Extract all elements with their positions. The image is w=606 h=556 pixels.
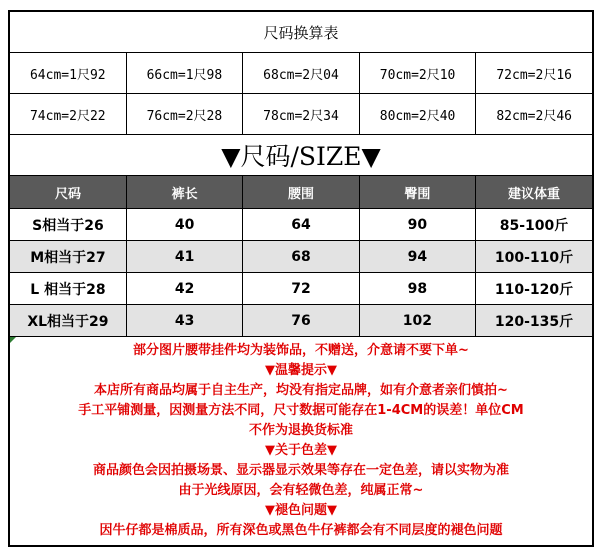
header-hip: 臀围: [359, 176, 475, 209]
table-cell: 64: [243, 209, 359, 241]
conversion-cell: 68cm=2尺04: [243, 53, 360, 93]
note-line: 因牛仔都是棉质品，所有深色或黑色牛仔裤都会有不同层度的褪色问题: [99, 523, 503, 538]
table-cell: 42: [126, 273, 242, 305]
table-cell: XL相当于29: [10, 305, 126, 337]
table-cell: 72: [243, 273, 359, 305]
conversion-row-1: [10, 53, 592, 94]
conversion-cell: 78cm=2尺34: [243, 94, 360, 134]
conversion-cell: 66cm=1尺98: [127, 53, 244, 93]
table-cell: 94: [359, 241, 475, 273]
note-line: 不作为退换货标准: [248, 423, 353, 438]
chart-title: 尺码换算表: [10, 12, 592, 53]
header-size: 尺码: [10, 176, 126, 209]
note-line: 部分图片腰带挂件均为装饰品，不赠送，介意请不要下单~: [133, 343, 469, 358]
conversion-cell: 72cm=2尺16: [496, 67, 572, 83]
header-length: 裤长: [126, 176, 242, 209]
table-cell: 40: [126, 209, 242, 241]
corner-marker-icon: [10, 337, 16, 343]
conversion-cell: 82cm=2尺46: [496, 108, 572, 124]
conversion-row-2: [10, 94, 592, 135]
note-line: 由于光线原因，会有轻微色差，纯属正常~: [178, 483, 424, 498]
conversion-cell: 76cm=2尺28: [127, 94, 244, 134]
table-cell: 100-110斤: [476, 241, 592, 273]
conversion-cell: 70cm=2尺10: [360, 53, 477, 93]
table-cell: M相当于27: [10, 241, 126, 273]
table-cell: 76: [243, 305, 359, 337]
table-cell: S相当于26: [10, 209, 126, 241]
table-cell: 43: [126, 305, 242, 337]
table-row: [10, 273, 592, 305]
note-heading: ▼温馨提示▼: [265, 363, 337, 378]
table-cell: 98: [359, 273, 475, 305]
table-cell: 102: [359, 305, 475, 337]
size-table: [10, 175, 592, 337]
header-weight: 建议体重: [476, 176, 592, 209]
table-cell: 110-120斤: [476, 273, 592, 305]
note-line: 手工平铺测量，因测量方法不同，尺寸数据可能存在1-4CM的误差！单位CM: [78, 403, 524, 418]
note-heading: ▼关于色差▼: [265, 443, 337, 458]
table-cell: 68: [243, 241, 359, 273]
table-cell: L 相当于28: [10, 273, 126, 305]
table-header-row: [10, 176, 592, 209]
table-cell: 90: [359, 209, 475, 241]
table-cell: 120-135斤: [476, 305, 592, 337]
note-heading: ▼褪色问题▼: [265, 503, 337, 518]
table-row: [10, 305, 592, 337]
conversion-cell: 74cm=2尺22: [10, 94, 127, 134]
table-row: [10, 209, 592, 241]
size-heading: ▼尺码/SIZE▼: [221, 142, 381, 171]
note-line: 商品颜色会因拍摄场景、显示器显示效果等存在一定色差，请以实物为准: [92, 463, 509, 478]
table-cell: 85-100斤: [476, 209, 592, 241]
table-cell: 41: [126, 241, 242, 273]
size-chart-card: [8, 10, 594, 547]
note-line: 本店所有商品均属于自主生产，均没有指定品牌，如有介意者亲们慎拍~: [94, 383, 508, 398]
conversion-cell: 80cm=2尺40: [360, 94, 477, 134]
conversion-cell: 64cm=1尺92: [10, 53, 127, 93]
notes-section: [10, 337, 592, 541]
header-waist: 腰围: [243, 176, 359, 209]
table-row: [10, 241, 592, 273]
